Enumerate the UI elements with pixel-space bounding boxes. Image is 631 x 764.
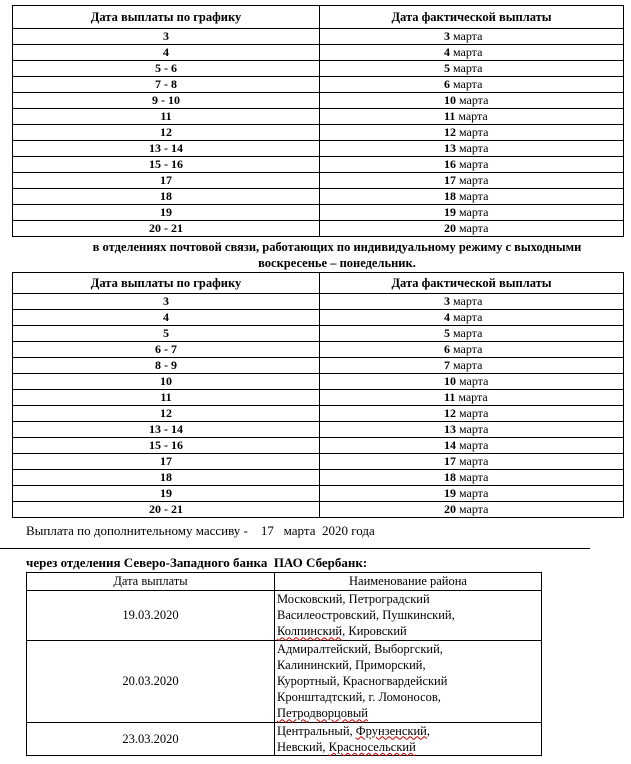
district-line: Курортный, Красногвардейский [277, 674, 448, 689]
individual-mode-schedule-table [12, 272, 624, 518]
table-row [13, 61, 624, 77]
table-row [13, 454, 624, 470]
scheduled-date-cell: 5 [13, 326, 320, 342]
actual-day: 12 [444, 406, 456, 420]
payment-date-cell: 23.03.2020 [27, 722, 275, 755]
scheduled-date-cell: 18 [13, 470, 320, 486]
district-cell [275, 591, 542, 641]
actual-day: 10 [444, 374, 456, 388]
table-header-row [27, 573, 542, 591]
table-row [13, 77, 624, 93]
actual-day: 14 [444, 438, 456, 452]
table-row [13, 422, 624, 438]
actual-date-cell [320, 326, 624, 342]
actual-day: 13 [444, 422, 456, 436]
actual-date-cell [320, 61, 624, 77]
scheduled-date-cell: 4 [13, 45, 320, 61]
actual-date-cell [320, 109, 624, 125]
actual-month: марта [459, 486, 489, 500]
scheduled-date-cell: 8 - 9 [13, 358, 320, 374]
district-line: Колпинский, Кировский [277, 624, 407, 639]
scheduled-date-cell: 4 [13, 310, 320, 326]
district-line: Московский, Петроградский [277, 592, 430, 606]
scheduled-date-cell: 12 [13, 125, 320, 141]
column-header-actual-date: Дата фактической выплаты [320, 273, 624, 294]
note-line: воскресенье – понедельник. [258, 256, 416, 270]
actual-month: марта [453, 326, 483, 340]
actual-date-cell [320, 374, 624, 390]
actual-month: марта [459, 205, 489, 219]
actual-month: марта [453, 61, 483, 75]
column-header-district: Наименование района [275, 573, 542, 591]
scheduled-date-cell: 15 - 16 [13, 157, 320, 173]
actual-date-cell [320, 342, 624, 358]
actual-date-cell [320, 29, 624, 45]
actual-month: марта [458, 109, 488, 123]
actual-date-cell [320, 125, 624, 141]
scheduled-date-cell: 6 - 7 [13, 342, 320, 358]
actual-date-cell [320, 390, 624, 406]
scheduled-date-cell: 13 - 14 [13, 422, 320, 438]
actual-date-cell [320, 454, 624, 470]
actual-date-cell [320, 93, 624, 109]
table-row [13, 358, 624, 374]
district-line: Невский, Красносельский [277, 739, 416, 754]
table-row [27, 640, 542, 722]
actual-month: марта [459, 422, 489, 436]
scheduled-date-cell: 12 [13, 406, 320, 422]
actual-month: марта [459, 470, 489, 484]
actual-day: 11 [444, 109, 456, 123]
actual-month: марта [453, 358, 483, 372]
actual-day: 4 [444, 45, 450, 59]
scheduled-date-cell: 19 [13, 205, 320, 221]
payment-schedule-table [12, 5, 624, 237]
actual-date-cell [320, 189, 624, 205]
actual-day: 10 [444, 93, 456, 107]
table-row [13, 342, 624, 358]
actual-month: марта [459, 157, 489, 171]
actual-day: 3 [444, 294, 450, 308]
actual-month: марта [459, 502, 489, 516]
actual-day: 6 [444, 342, 450, 356]
column-header-payment-date: Дата выплаты [27, 573, 275, 591]
actual-day: 20 [444, 221, 456, 235]
table-row [13, 502, 624, 518]
district-cell [275, 640, 542, 722]
actual-month: марта [453, 342, 483, 356]
actual-day: 17 [444, 173, 456, 187]
district-line: Василеостровский, Пушкинский, [277, 608, 455, 623]
actual-month: марта [459, 93, 489, 107]
district-line: Адмиралтейский, Выборгский, [277, 641, 443, 656]
district-line: Петродворцовый [277, 706, 368, 721]
district-line: Калининский, Приморский, [277, 657, 426, 672]
column-header-actual-date: Дата фактической выплаты [320, 6, 624, 29]
scheduled-date-cell: 11 [13, 390, 320, 406]
table-row [13, 221, 624, 237]
actual-date-cell [320, 502, 624, 518]
actual-date-cell [320, 310, 624, 326]
actual-month: марта [453, 29, 483, 43]
note-line: в отделениях почтовой связи, работающих по индивидуальному режиму с выходными [92, 240, 582, 254]
column-header-scheduled-date: Дата выплаты по графику [13, 6, 320, 29]
scheduled-date-cell: 20 - 21 [13, 221, 320, 237]
actual-date-cell [320, 141, 624, 157]
table-row [13, 470, 624, 486]
actual-day: 12 [444, 125, 456, 139]
table-row [13, 326, 624, 342]
scheduled-date-cell: 18 [13, 189, 320, 205]
table-row [13, 141, 624, 157]
actual-date-cell [320, 406, 624, 422]
actual-day: 11 [444, 390, 456, 404]
table-row [13, 438, 624, 454]
table-row [13, 93, 624, 109]
table-row [13, 406, 624, 422]
district-cell [275, 722, 542, 755]
table-row [27, 591, 542, 641]
actual-day: 19 [444, 486, 456, 500]
actual-date-cell [320, 173, 624, 189]
table-header-row [13, 273, 624, 294]
actual-month: марта [459, 454, 489, 468]
actual-month: марта [453, 77, 483, 91]
scheduled-date-cell: 5 - 6 [13, 61, 320, 77]
divider [0, 548, 590, 549]
actual-day: 7 [444, 358, 450, 372]
actual-day: 5 [444, 326, 450, 340]
table-row [13, 205, 624, 221]
actual-month: марта [459, 438, 489, 452]
table-header-row [13, 6, 624, 29]
actual-day: 17 [444, 454, 456, 468]
table-row [13, 189, 624, 205]
actual-date-cell [320, 294, 624, 310]
scheduled-date-cell: 20 - 21 [13, 502, 320, 518]
table-row [13, 125, 624, 141]
scheduled-date-cell: 10 [13, 374, 320, 390]
actual-date-cell [320, 77, 624, 93]
scheduled-date-cell: 19 [13, 486, 320, 502]
table-row [13, 294, 624, 310]
scheduled-date-cell: 11 [13, 109, 320, 125]
actual-day: 16 [444, 157, 456, 171]
payment-date-cell: 19.03.2020 [27, 591, 275, 641]
actual-date-cell [320, 205, 624, 221]
actual-month: марта [453, 294, 483, 308]
table-row [13, 390, 624, 406]
actual-month: марта [459, 374, 489, 388]
table-row [13, 310, 624, 326]
actual-month: марта [459, 189, 489, 203]
sberbank-section-title: через отделения Северо-Западного банка ПАО Сбербанк: [26, 555, 368, 570]
additional-payment-text: Выплата по дополнительному массиву - 17 марта 2020 года [26, 523, 375, 538]
table-row [13, 486, 624, 502]
scheduled-date-cell: 17 [13, 173, 320, 189]
actual-date-cell [320, 470, 624, 486]
scheduled-date-cell: 13 - 14 [13, 141, 320, 157]
scheduled-date-cell: 17 [13, 454, 320, 470]
table-row [13, 45, 624, 61]
actual-month: марта [459, 173, 489, 187]
actual-month: марта [453, 310, 483, 324]
actual-date-cell [320, 422, 624, 438]
scheduled-date-cell: 3 [13, 29, 320, 45]
actual-month: марта [459, 141, 489, 155]
scheduled-date-cell: 15 - 16 [13, 438, 320, 454]
actual-day: 5 [444, 61, 450, 75]
actual-date-cell [320, 358, 624, 374]
actual-day: 4 [444, 310, 450, 324]
actual-date-cell [320, 486, 624, 502]
table-row [13, 157, 624, 173]
actual-day: 6 [444, 77, 450, 91]
column-header-scheduled-date: Дата выплаты по графику [13, 273, 320, 294]
actual-date-cell [320, 221, 624, 237]
actual-day: 18 [444, 470, 456, 484]
actual-date-cell [320, 438, 624, 454]
table-row [13, 109, 624, 125]
table-row [27, 722, 542, 755]
sberbank-schedule-table [26, 572, 542, 756]
actual-month: марта [459, 406, 489, 420]
actual-date-cell [320, 157, 624, 173]
scheduled-date-cell: 3 [13, 294, 320, 310]
post-office-note [50, 239, 624, 271]
table-row [13, 374, 624, 390]
actual-day: 18 [444, 189, 456, 203]
actual-day: 13 [444, 141, 456, 155]
actual-month: марта [458, 390, 488, 404]
scheduled-date-cell: 9 - 10 [13, 93, 320, 109]
payment-date-cell: 20.03.2020 [27, 640, 275, 722]
actual-month: марта [459, 125, 489, 139]
district-line: Кронштадтский, г. Ломоносов, [277, 690, 441, 705]
scheduled-date-cell: 7 - 8 [13, 77, 320, 93]
actual-day: 20 [444, 502, 456, 516]
actual-day: 19 [444, 205, 456, 219]
actual-month: марта [459, 221, 489, 235]
district-line: Центральный, Фрунзенский, [277, 723, 430, 738]
table-row [13, 173, 624, 189]
table-row [13, 29, 624, 45]
actual-month: марта [453, 45, 483, 59]
actual-date-cell [320, 45, 624, 61]
actual-day: 3 [444, 29, 450, 43]
